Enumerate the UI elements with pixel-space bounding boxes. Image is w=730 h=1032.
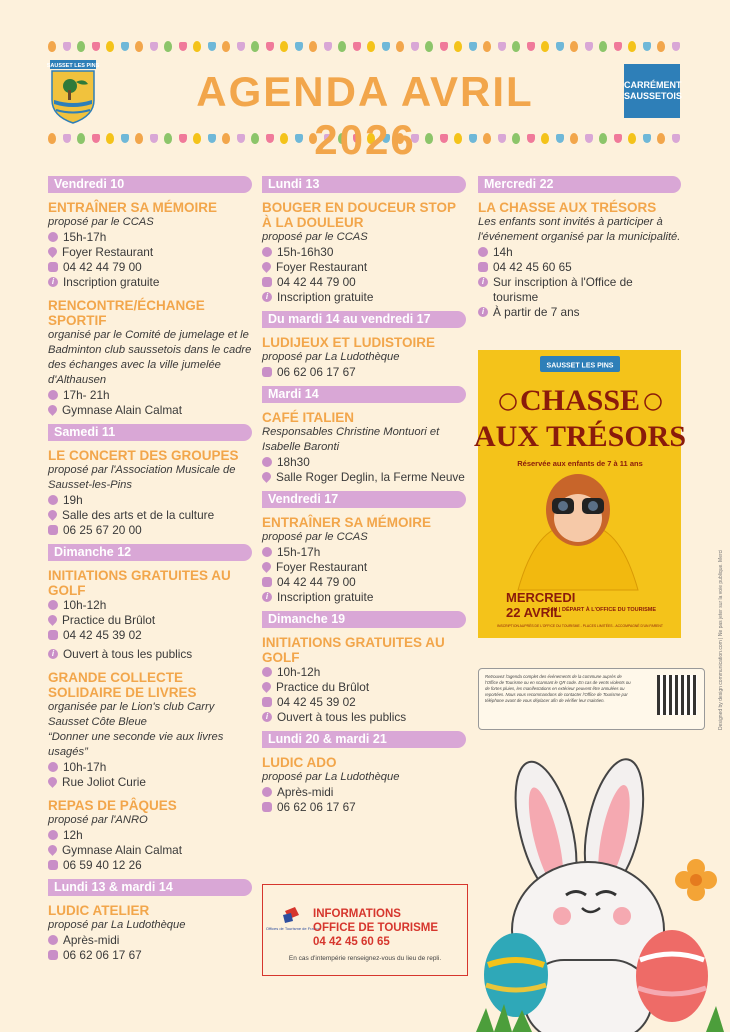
event-info: À partir de 7 ans <box>493 305 580 319</box>
poster-date: 22 AVRIL <box>506 605 562 620</box>
event-organizer: organisée par le Lion's club Carry Sausset Côte Bleue <box>48 701 215 728</box>
phone-icon <box>48 262 58 272</box>
easter-egg-icon <box>628 41 636 52</box>
clock-icon <box>48 762 58 772</box>
location-pin-icon <box>46 403 59 416</box>
tulip-icon <box>498 42 506 51</box>
event-time: 10h-17h <box>63 760 107 774</box>
event-phone: 04 42 44 79 00 <box>277 275 356 289</box>
event-organizer: proposé par La Ludothèque <box>262 351 400 363</box>
tulip-icon <box>63 42 71 51</box>
easter-egg-icon <box>77 133 85 144</box>
poster-day: MERCREDI <box>506 590 576 605</box>
event-time: 17h- 21h <box>63 388 110 402</box>
tulip-icon <box>643 134 651 143</box>
tourism-logo-text: Offices de Tourisme de France <box>265 926 321 931</box>
date-band: Dimanche 12 <box>48 544 252 561</box>
event-title: ENTRAÎNER SA MÉMOIRE <box>262 515 432 530</box>
clock-icon <box>262 787 272 797</box>
event-phone: 04 42 44 79 00 <box>277 575 356 589</box>
easter-egg-icon <box>599 133 607 144</box>
tulip-icon <box>614 42 622 51</box>
event-title: LUDIC ADO <box>262 755 337 770</box>
info-icon: i <box>48 277 58 287</box>
event <box>262 755 466 815</box>
info-box-title <box>313 907 438 949</box>
qr-code-icon[interactable] <box>657 675 697 715</box>
event-time: Après-midi <box>277 785 334 799</box>
phone-icon <box>48 630 58 640</box>
event-phone: 04 42 44 79 00 <box>63 260 142 274</box>
easter-egg-icon <box>164 41 172 52</box>
tulip-icon <box>121 42 129 51</box>
event-organizer: proposé par le CCAS <box>48 216 154 228</box>
event-organizer: organisé par le Comité de jumelage et le Badminton club saussetois dans le cadre des échanges avec la ville jumelée d'Althausen <box>48 329 252 386</box>
phone-icon <box>48 950 58 960</box>
event <box>262 515 466 605</box>
tulip-icon <box>324 42 332 51</box>
date-band: Lundi 13 & mardi 14 <box>48 879 252 896</box>
date-band: Mardi 14 <box>262 386 466 403</box>
tulip-icon <box>382 42 390 51</box>
tourism-office-logo <box>265 905 321 945</box>
column-1 <box>48 176 252 963</box>
location-pin-icon <box>46 775 59 788</box>
event <box>262 335 466 380</box>
event-quote: “Donner une seconde vie aux livres usagés” <box>48 731 224 758</box>
tulip-icon <box>527 42 535 51</box>
date-band: Lundi 13 <box>262 176 466 193</box>
easter-egg-icon <box>251 41 259 52</box>
tulip-icon <box>150 42 158 51</box>
event-phone: 06 59 40 12 26 <box>63 858 142 872</box>
easter-egg-icon <box>338 41 346 52</box>
event-title: LA CHASSE AUX TRÉSORS <box>478 200 657 215</box>
clock-icon <box>48 232 58 242</box>
event <box>262 410 466 485</box>
town-crest-text: SAUSSET LES PINS <box>46 63 100 69</box>
event-title: INITIATIONS GRATUITES AU GOLF <box>262 635 445 665</box>
event-organizer: proposé par La Ludothèque <box>48 919 186 931</box>
decorative-border-top <box>48 40 680 52</box>
location-pin-icon <box>260 470 273 483</box>
info-phone: 04 42 45 60 65 <box>313 936 390 948</box>
date-band: Mercredi 22 <box>478 176 681 193</box>
event-time: 10h-12h <box>63 598 107 612</box>
easter-bunny-illustration <box>476 760 730 1032</box>
info-title-line-1: INFORMATIONS <box>313 908 401 920</box>
event-title: INITIATIONS GRATUITES AU GOLF <box>48 568 231 598</box>
event <box>48 298 252 418</box>
event-place: Gymnase Alain Calmat <box>62 403 182 417</box>
tulip-icon <box>121 134 129 143</box>
easter-egg-icon <box>135 41 143 52</box>
clock-icon <box>48 830 58 840</box>
clock-icon <box>48 495 58 505</box>
tulip-icon <box>643 42 651 51</box>
event-description: Les enfants sont invités à participer à l'événement organisé par la municipalité. <box>478 216 681 243</box>
event <box>48 568 252 662</box>
event-title: LUDIC ATELIER <box>48 903 150 918</box>
event-title: ENTRAÎNER SA MÉMOIRE <box>48 200 218 215</box>
event-place: Salle Roger Deglin, la Ferme Neuve <box>276 470 465 484</box>
date-band: Vendredi 17 <box>262 491 466 508</box>
phone-icon <box>262 367 272 377</box>
easter-egg-icon <box>280 41 288 52</box>
designer-credit: Designed by design communication.com | Ne pas jeter sur la voie publique. Merci <box>718 549 724 730</box>
phone-icon <box>48 525 58 535</box>
event-organizer: proposé par l'Association Musicale de Sausset-les-Pins <box>48 464 236 491</box>
event-info: Sur inscription à l'Office de tourisme <box>493 275 633 304</box>
easter-egg-icon <box>106 41 114 52</box>
event-organizer: proposé par le CCAS <box>262 531 368 543</box>
tulip-icon <box>295 42 303 51</box>
easter-egg-icon <box>222 41 230 52</box>
qr-notice-text: Retrouvez l'agenda complet des événements de la commune auprès de l'Office de Tourisme ou en scannant le QR code. En cas de vents violents ou de fortes pluies, les manifestations en extérieur peuvent être annulées ou reportées. Nous vous recommandons de contacter l'Office de Tourisme par téléphone avant de vous déplacer afin de vérifier leur maintien. <box>485 674 631 703</box>
event-time: 15h-16h30 <box>277 245 334 259</box>
clock-icon <box>262 667 272 677</box>
phone-icon <box>262 802 272 812</box>
info-icon: i <box>262 712 272 722</box>
easter-egg-icon <box>367 41 375 52</box>
tulip-icon <box>237 42 245 51</box>
info-icon: i <box>262 592 272 602</box>
event-info: Inscription gratuite <box>277 290 374 304</box>
event-organizer: proposé par l'ANRO <box>48 814 148 826</box>
easter-egg-icon <box>309 41 317 52</box>
easter-egg-icon <box>512 41 520 52</box>
event-phone: 06 62 06 17 67 <box>277 365 356 379</box>
event-place: Salle des arts et de la culture <box>62 508 215 522</box>
easter-egg-icon <box>396 41 404 52</box>
column-3 <box>478 176 681 320</box>
town-crest-logo <box>48 60 98 124</box>
date-band: Samedi 11 <box>48 424 252 441</box>
carrement-saussetois-logo <box>624 64 680 118</box>
event-organizer: proposé par La Ludothèque <box>262 771 400 783</box>
event <box>48 798 252 873</box>
event-phone: 04 42 45 39 02 <box>63 628 142 642</box>
event-time: 10h-12h <box>277 665 321 679</box>
event <box>48 670 252 790</box>
event-time: 15h-17h <box>63 230 107 244</box>
easter-egg-icon <box>193 41 201 52</box>
easter-egg-icon <box>599 41 607 52</box>
event <box>478 200 681 320</box>
qr-code-notice <box>478 668 705 730</box>
easter-egg-icon <box>135 133 143 144</box>
clock-icon <box>262 457 272 467</box>
info-note: En cas d'intempérie renseignez-vous du lieu de repli. <box>288 955 442 962</box>
event <box>262 635 466 725</box>
tulip-icon <box>92 42 100 51</box>
event-organizer: proposé par le CCAS <box>262 231 368 243</box>
event-time: 15h-17h <box>277 545 321 559</box>
event-title: LE CONCERT DES GROUPES <box>48 448 239 463</box>
easter-egg-icon <box>657 41 665 52</box>
event-phone: 06 25 67 20 00 <box>63 523 142 537</box>
location-pin-icon <box>46 508 59 521</box>
event-phone: 04 42 45 39 02 <box>277 695 356 709</box>
easter-egg-icon <box>483 41 491 52</box>
date-band: Lundi 20 & mardi 21 <box>262 731 466 748</box>
date-band: Vendredi 10 <box>48 176 252 193</box>
event-info: Ouvert à tous les publics <box>63 647 193 661</box>
tulip-icon <box>556 42 564 51</box>
event-place: Rue Joliot Curie <box>62 775 146 789</box>
event <box>48 448 252 538</box>
phone-icon <box>478 262 488 272</box>
date-band: Du mardi 14 au vendredi 17 <box>262 311 466 328</box>
tulip-icon <box>672 134 680 143</box>
carrement-saussetois-text: CARRÉMENT SAUSSETOIS <box>624 80 682 101</box>
location-pin-icon <box>260 260 273 273</box>
poster-brand: SAUSSET LES PINS <box>546 362 614 370</box>
easter-egg-icon <box>628 133 636 144</box>
location-pin-icon <box>46 613 59 626</box>
easter-egg-icon <box>48 133 56 144</box>
date-band: Dimanche 19 <box>262 611 466 628</box>
poster-title-line-2: AUX TRÉSORS <box>473 420 687 453</box>
event-time: 18h30 <box>277 455 310 469</box>
tulip-icon <box>208 42 216 51</box>
tourism-office-info-box <box>262 884 468 976</box>
event-place: Practice du Brûlot <box>62 613 156 627</box>
event-title: RENCONTRE/ÉCHANGE SPORTIF <box>48 298 205 328</box>
tulip-icon <box>440 42 448 51</box>
event-info: Inscription gratuite <box>63 275 160 289</box>
clock-icon <box>48 390 58 400</box>
tulip-icon <box>92 134 100 143</box>
event-time: Après-midi <box>63 933 120 947</box>
event-organizer: Responsables Christine Montuori et Isabelle Baronti <box>262 426 440 453</box>
info-icon: i <box>478 277 488 287</box>
event-place: Foyer Restaurant <box>276 560 368 574</box>
tulip-icon <box>411 42 419 51</box>
event-info: Ouvert à tous les publics <box>277 710 407 724</box>
tulip-icon <box>266 42 274 51</box>
event <box>262 200 466 305</box>
tulip-icon <box>353 42 361 51</box>
easter-egg-icon <box>454 41 462 52</box>
event-title: LUDIJEUX ET LUDISTOIRE <box>262 335 436 350</box>
event-time: 14h <box>493 245 513 259</box>
treasure-hunt-poster <box>473 350 687 638</box>
location-pin-icon <box>260 560 273 573</box>
event-title: REPAS DE PÂQUES <box>48 798 177 813</box>
event-info: Inscription gratuite <box>277 590 374 604</box>
tulip-icon <box>585 42 593 51</box>
clock-icon <box>262 547 272 557</box>
location-pin-icon <box>260 680 273 693</box>
easter-egg-icon <box>541 41 549 52</box>
location-pin-icon <box>46 245 59 258</box>
easter-egg-icon <box>570 41 578 52</box>
clock-icon <box>262 247 272 257</box>
event <box>48 903 252 963</box>
event-time: 19h <box>63 493 83 507</box>
info-icon: i <box>478 307 488 317</box>
event-place: Practice du Brûlot <box>276 680 370 694</box>
event-phone: 06 62 06 17 67 <box>277 800 356 814</box>
poster-title-line-1: CHASSE <box>519 384 641 417</box>
event-title: GRANDE COLLECTE SOLIDAIRE DE LIVRES <box>48 670 197 700</box>
column-2 <box>262 176 466 815</box>
tulip-icon <box>469 42 477 51</box>
phone-icon <box>48 860 58 870</box>
info-title-line-2: OFFICE DE TOURISME <box>313 922 439 934</box>
event-title: CAFÉ ITALIEN <box>262 410 354 425</box>
info-icon: i <box>48 649 58 659</box>
easter-egg-icon <box>106 133 114 144</box>
clock-icon <box>478 247 488 257</box>
clock-icon <box>48 600 58 610</box>
poster-fine-print: INSCRIPTION AUPRÈS DE L'OFFICE DU TOURISME - PLACES LIMITÉES - ACCOMPAGNÉ D'UN PARENT <box>497 624 663 628</box>
phone-icon <box>262 277 272 287</box>
easter-egg-icon <box>77 41 85 52</box>
tulip-icon <box>63 134 71 143</box>
event-place: Gymnase Alain Calmat <box>62 843 182 857</box>
location-pin-icon <box>46 843 59 856</box>
event-phone: 06 62 06 17 67 <box>63 948 142 962</box>
easter-egg-icon <box>657 133 665 144</box>
event-time: 12h <box>63 828 83 842</box>
easter-egg-icon <box>425 41 433 52</box>
event-title: BOUGER EN DOUCEUR STOP À LA DOULEUR <box>262 200 456 230</box>
tulip-icon <box>672 42 680 51</box>
clock-icon <box>48 935 58 945</box>
event-place: Foyer Restaurant <box>62 245 154 259</box>
tulip-icon <box>585 134 593 143</box>
easter-egg-icon <box>48 41 56 52</box>
phone-icon <box>262 697 272 707</box>
info-icon: i <box>262 292 272 302</box>
poster-when: 14H | DÉPART À L'OFFICE DU TOURISME <box>547 607 656 613</box>
tulip-icon <box>179 42 187 51</box>
event-phone: 04 42 45 60 65 <box>493 260 572 274</box>
poster-tagline: Réservée aux enfants de 7 à 11 ans <box>517 459 643 468</box>
page-title: AGENDA AVRIL 2026 <box>196 68 534 163</box>
tulip-icon <box>614 134 622 143</box>
event-place: Foyer Restaurant <box>276 260 368 274</box>
phone-icon <box>262 577 272 587</box>
event <box>48 200 252 290</box>
